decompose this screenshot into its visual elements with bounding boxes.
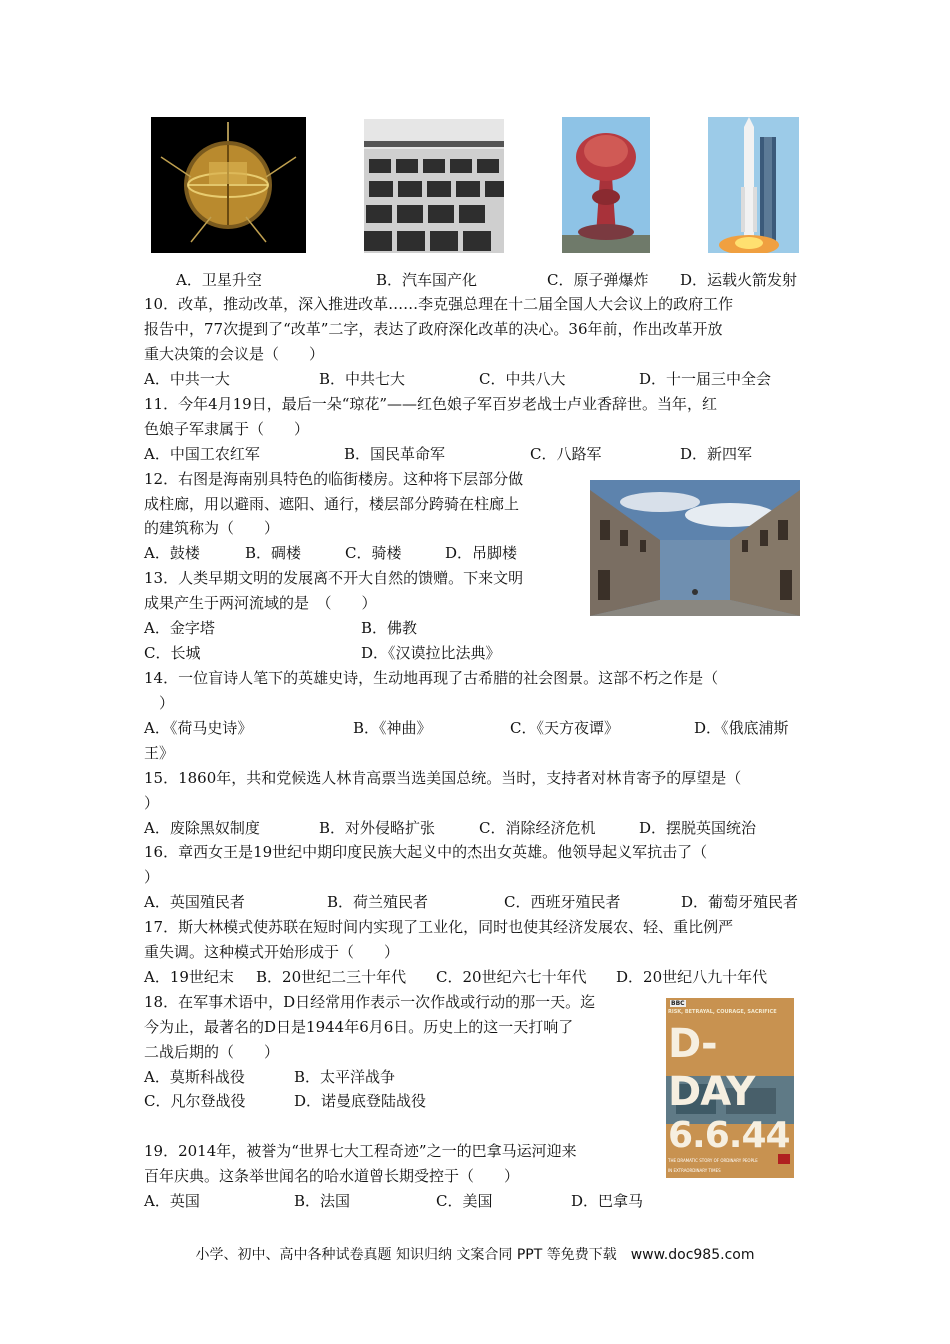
q9-option-d: D．运载火箭发射 xyxy=(680,271,798,289)
q15-stem-line-2: ） xyxy=(144,794,160,812)
q11-option-c: C．八路军 xyxy=(530,445,602,463)
q17-option-b: B．20世纪二三十年代 xyxy=(256,968,407,986)
q17-option-d: D．20世纪八九十年代 xyxy=(616,968,768,986)
q11-option-a: A．中国工农红军 xyxy=(144,445,260,463)
q11-stem-line-1: 11．今年4月19日，最后一朵“琼花”——红色娘子军百岁老战士卢业香辞世。当年，红 xyxy=(144,395,718,413)
arcade-street-image xyxy=(590,480,800,616)
q18-option-c: C．凡尔登战役 xyxy=(144,1092,246,1110)
dday-cover-tagline: RISK, BETRAYAL, COURAGE, SACRIFICE xyxy=(668,1009,777,1015)
car-factory-image xyxy=(364,119,504,253)
dday-cover-date: 6.6.44 xyxy=(668,1115,790,1156)
q10-stem-line-3: 重大决策的会议是（ ） xyxy=(144,345,325,363)
q13-option-a: A．金字塔 xyxy=(144,619,215,637)
q13-option-c: C．长城 xyxy=(144,644,201,662)
q12-option-c: C．骑楼 xyxy=(345,544,402,562)
rocket-launch-image xyxy=(708,117,799,253)
q19-stem-line-1: 19．2014年，被誉为“世界七大工程奇迹”之一的巴拿马运河迎来 xyxy=(144,1142,577,1160)
q16-stem-line-1: 16．章西女王是19世纪中期印度民族大起义中的杰出女英雄。他领导起义军抗击了（ xyxy=(144,843,708,861)
q9-option-a: A．卫星升空 xyxy=(176,271,262,289)
q16-stem-line-2: ） xyxy=(144,868,160,886)
q12-option-b: B．碉楼 xyxy=(245,544,302,562)
q11-stem-line-2: 色娘子军隶属于（ ） xyxy=(144,420,310,438)
page-footer: 小学、初中、高中各种试卷真题 知识归纳 文案合同 PPT 等免费下载 www.doc985.com xyxy=(195,1247,755,1263)
q12-stem-line-2: 成柱廊，用以避雨、遮阳、通行，楼层部分跨骑在柱廊上 xyxy=(144,495,520,513)
q12-option-d: D．吊脚楼 xyxy=(445,544,518,562)
q16-option-a: A．英国殖民者 xyxy=(144,893,245,911)
q9-option-b: B．汽车国产化 xyxy=(376,271,478,289)
q10-stem-line-1: 10．改革，推动改革，深入推进改革……李克强总理在十二届全国人大会议上的政府工作 xyxy=(144,295,734,313)
q15-option-d: D．摆脱英国统治 xyxy=(639,819,757,837)
q11-option-d: D．新四军 xyxy=(680,445,753,463)
q18-stem-line-3: 二战后期的（ ） xyxy=(144,1043,280,1061)
q17-stem-line-1: 17．斯大林模式使苏联在短时间内实现了工业化，同时也使其经济发展农、轻、重比例严 xyxy=(144,918,734,936)
satellite-image xyxy=(151,117,306,253)
q14-option-b: B．《神曲》 xyxy=(353,719,432,737)
q15-stem-line-1: 15．1860年，共和党候选人林肯高票当选美国总统。当时，支持者对林肯寄予的厚望是（ xyxy=(144,769,742,787)
dday-cover-subtitle: THE DRAMATIC STORY OF ORDINARY PEOPLE xyxy=(668,1158,758,1163)
q13-stem-line-2: 成果产生于两河流域的是 （ ） xyxy=(144,594,377,612)
q16-option-b: B．荷兰殖民者 xyxy=(327,893,429,911)
q19-option-b: B．法国 xyxy=(294,1192,351,1210)
dday-book-cover xyxy=(666,998,794,1178)
q16-option-c: C．西班牙殖民者 xyxy=(504,893,621,911)
q19-stem-line-2: 百年庆典。这条举世闻名的哈水道曾长期受控于（ ） xyxy=(144,1167,520,1185)
q10-option-a: A．中共一大 xyxy=(144,370,230,388)
q13-option-b: B．佛教 xyxy=(361,619,418,637)
q17-option-a: A．19世纪末 xyxy=(144,968,234,986)
q14-option-a: A．《荷马史诗》 xyxy=(144,719,253,737)
q11-option-b: B．国民革命军 xyxy=(344,445,446,463)
dday-cover-bbc: BBC xyxy=(671,1000,685,1007)
q15-option-c: C．消除经济危机 xyxy=(479,819,596,837)
q15-option-b: B．对外侵略扩张 xyxy=(319,819,436,837)
q15-option-a: A．废除黑奴制度 xyxy=(144,819,260,837)
q10-stem-line-2: 报告中，77次提到了“改革”二字，表达了政府深化改革的决心。36年前，作出改革开放 xyxy=(144,320,723,338)
atomic-explosion-image xyxy=(562,117,650,253)
q12-option-a: A．鼓楼 xyxy=(144,544,200,562)
q14-stem-line-2: ） xyxy=(144,694,175,712)
q14-option-c: C．《天方夜谭》 xyxy=(510,719,619,737)
q13-option-d: D．《汉谟拉比法典》 xyxy=(361,644,501,662)
q10-option-c: C．中共八大 xyxy=(479,370,566,388)
q14-option-d: D．《俄底浦斯 xyxy=(694,719,789,737)
q17-option-c: C．20世纪六七十年代 xyxy=(436,968,587,986)
q18-option-b: B．太平洋战争 xyxy=(294,1068,396,1086)
q17-stem-line-2: 重失调。这种模式开始形成于（ ） xyxy=(144,943,400,961)
q18-option-a: A．莫斯科战役 xyxy=(144,1068,245,1086)
q10-option-b: B．中共七大 xyxy=(319,370,406,388)
q14-option-d-wrap: 王》 xyxy=(144,744,175,762)
q18-stem-line-1: 18．在军事术语中，D日经常用作表示一次作战或行动的那一天。迄 xyxy=(144,993,596,1011)
q18-option-d: D．诺曼底登陆战役 xyxy=(294,1092,427,1110)
q12-stem-line-3: 的建筑称为（ ） xyxy=(144,519,280,537)
q10-option-d: D．十一届三中全会 xyxy=(639,370,772,388)
q9-option-c: C．原子弹爆炸 xyxy=(547,271,649,289)
q19-option-a: A．英国 xyxy=(144,1192,200,1210)
q19-option-c: C．美国 xyxy=(436,1192,493,1210)
dday-cover-title: D-DAY xyxy=(668,1021,755,1115)
q18-stem-line-2: 今为止，最著名的D日是1944年6月6日。历史上的这一天打响了 xyxy=(144,1018,574,1036)
q14-stem-line-1: 14．一位盲诗人笔下的英雄史诗，生动地再现了古希腊的社会图景。这部不朽之作是（ xyxy=(144,669,719,687)
q19-option-d: D．巴拿马 xyxy=(571,1192,644,1210)
q13-stem-line-1: 13．人类早期文明的发展离不开大自然的馈赠。下来文明 xyxy=(144,569,524,587)
q12-stem-line-1: 12．右图是海南别具特色的临街楼房。这种将下层部分做 xyxy=(144,470,524,488)
q16-option-d: D．葡萄牙殖民者 xyxy=(681,893,799,911)
dday-cover-subtitle-2: IN EXTRAORDINARY TIMES xyxy=(668,1168,721,1173)
